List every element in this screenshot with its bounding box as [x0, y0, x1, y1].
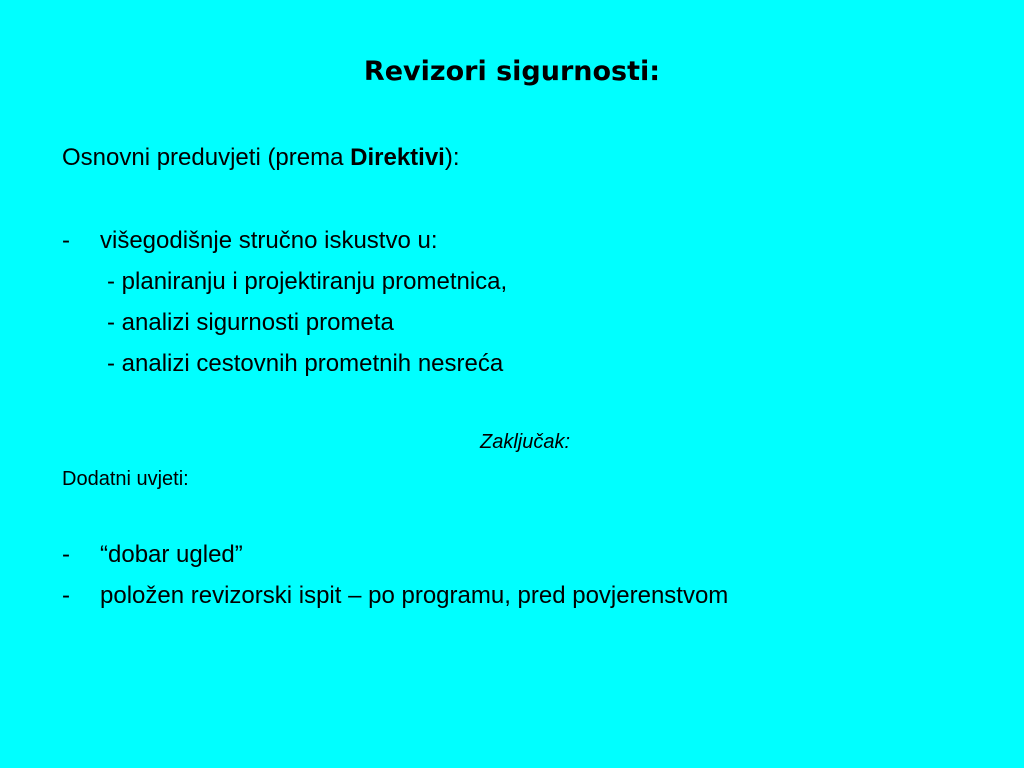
additional-item: “dobar ugled” — [100, 541, 243, 568]
experience-label: višegodišnje stručno iskustvo u: — [100, 227, 438, 254]
additional-bullet: - — [62, 541, 70, 568]
experience-subitem: - analizi cestovnih prometnih nesreća — [107, 350, 504, 377]
intro-suffix: ): — [444, 144, 460, 171]
intro-prefix: Osnovni preduvjeti (prema — [62, 144, 351, 171]
intro-bold: Direktivi — [350, 144, 445, 171]
intro-line — [62, 143, 460, 173]
additional-bullet: - — [62, 582, 70, 609]
experience-bullet: - — [62, 227, 70, 254]
additional-item: položen revizorski ispit – po programu, pred povjerenstvom — [100, 582, 729, 609]
conclusion-label: Zaključak: — [480, 431, 571, 453]
experience-subitem: - analizi sigurnosti prometa — [107, 309, 394, 336]
experience-subitem: - planiranju i projektiranju prometnica, — [107, 268, 508, 295]
additional-label: Dodatni uvjeti: — [62, 468, 189, 490]
slide-title: Revizori sigurnosti: — [363, 56, 661, 87]
